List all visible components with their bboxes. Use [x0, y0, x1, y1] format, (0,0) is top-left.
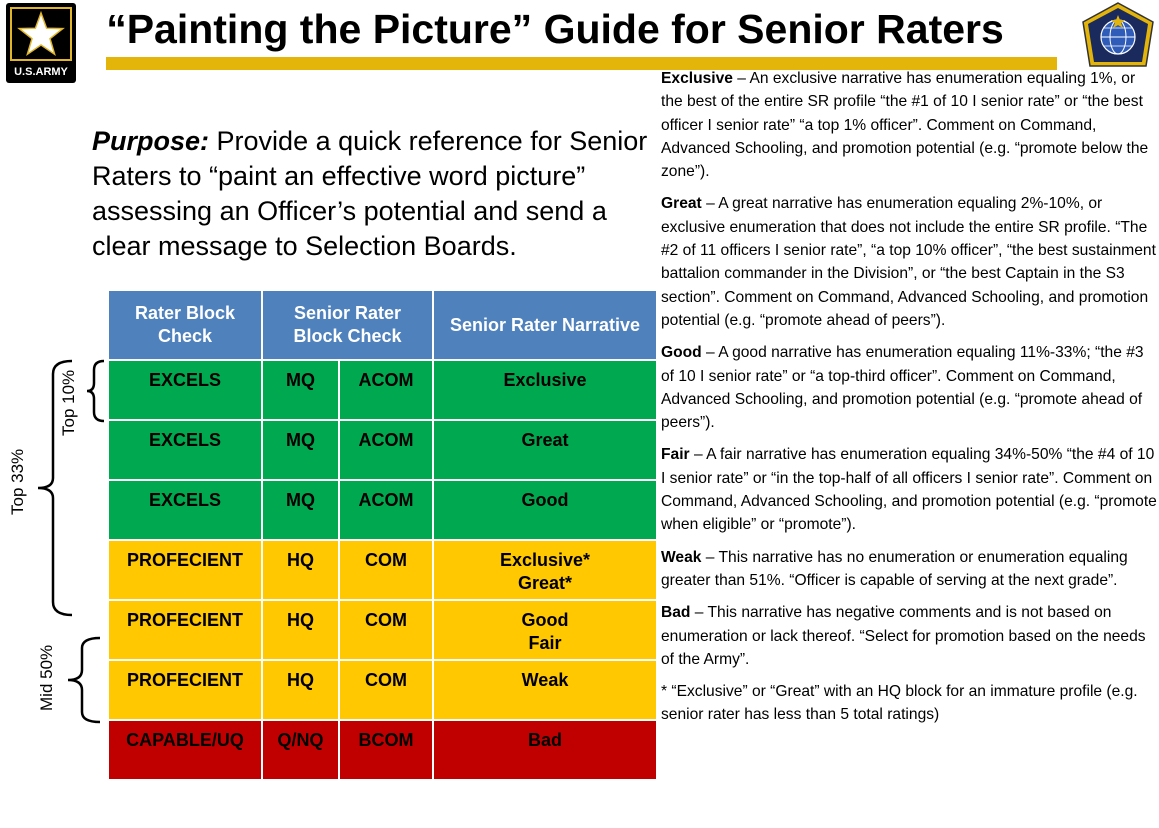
- purpose-statement: [92, 124, 662, 264]
- rater-cell: EXCELS: [108, 360, 262, 420]
- narrative-cell: Good: [433, 480, 657, 540]
- definition-weak: [661, 546, 1157, 593]
- rater-cell: EXCELS: [108, 480, 262, 540]
- sr-cell: HQ: [262, 600, 339, 660]
- sr-cell: HQ: [262, 540, 339, 600]
- definition-text: – An exclusive narrative has enumeration equaling 1%, or the best of the entire SR profile “the #1 of 10 I senior rate” or “the best officer I senior rate” “a top 1% officer”. Comment on Command, Advanced Schooling, and promotion potential (e.g. “promote below the zone”).: [661, 70, 1149, 181]
- definition-term: Exclusive: [661, 70, 733, 87]
- narrative-line: Exclusive*: [499, 550, 591, 570]
- sr-cell: BCOM: [339, 720, 433, 780]
- definition-term: Great: [661, 195, 702, 213]
- narrative-definitions: [661, 67, 1157, 736]
- definition-text: – This narrative has no enumeration or enumeration equaling greater than 51%. “Officer is capable of serving at the next grade”.: [661, 548, 1128, 589]
- definition-term: Good: [661, 344, 702, 362]
- ratings-table: [107, 289, 658, 781]
- table-row: [108, 720, 657, 780]
- sr-cell: Q/NQ: [262, 720, 339, 780]
- definition-fair: [661, 443, 1157, 536]
- narrative-cell: [433, 540, 657, 600]
- rater-cell: EXCELS: [108, 420, 262, 480]
- narrative-cell: Bad: [433, 720, 657, 780]
- sr-cell: MQ: [262, 480, 339, 540]
- sr-cell: MQ: [262, 360, 339, 420]
- table-row: [108, 360, 657, 420]
- narrative-cell: [433, 600, 657, 660]
- sr-cell: ACOM: [339, 480, 433, 540]
- command-seal-icon: [1080, 2, 1156, 72]
- sr-cell: ACOM: [339, 420, 433, 480]
- definition-bad: [661, 601, 1157, 671]
- rater-cell: PROFECIENT: [108, 660, 262, 720]
- table-row: [108, 540, 657, 600]
- definition-term: Fair: [661, 446, 690, 464]
- narrative-line: Fair: [528, 633, 562, 653]
- top10-bracket: [87, 361, 104, 421]
- sr-cell: COM: [339, 600, 433, 660]
- definition-good: [661, 341, 1157, 434]
- narrative-cell: Great: [433, 420, 657, 480]
- definition-exclusive: [661, 67, 1157, 183]
- narrative-cell: Exclusive: [433, 360, 657, 420]
- sr-cell: ACOM: [339, 360, 433, 420]
- purpose-text: Provide a quick reference for Senior Raters to “paint an effective word picture” assessing an Officer’s potential and send a clear message to Selection Boards.: [92, 126, 648, 261]
- purpose-lead: Purpose:: [92, 126, 210, 156]
- table-row: [108, 600, 657, 660]
- sr-cell: COM: [339, 660, 433, 720]
- definition-text: – This narrative has negative comments and is not based on enumeration or lack thereof. “Select for promotion based on the needs of the Army”.: [661, 604, 1146, 668]
- definition-term: Weak: [661, 548, 702, 566]
- sr-cell: COM: [339, 540, 433, 600]
- header-senior-rater-narrative: Senior Rater Narrative: [433, 290, 657, 360]
- header-senior-rater-block: Senior Rater Block Check: [262, 290, 433, 360]
- narrative-cell: Weak: [433, 660, 657, 720]
- table-row: [108, 480, 657, 540]
- mid50-label: Mid 50%: [37, 644, 56, 711]
- table-row: [108, 660, 657, 720]
- narrative-line: Great*: [517, 573, 573, 593]
- header-rater-block: Rater Block Check: [108, 290, 262, 360]
- definition-text: – A fair narrative has enumeration equaling 34%-50% “the #4 of 10 I senior rate” or “in the top-half of all officers I senior rate”. Comment on Command, Advanced Schooling, and promotion potential (e.g. “promote when eligible” or “promote”).: [661, 446, 1157, 534]
- sr-cell: HQ: [262, 660, 339, 720]
- sr-cell: MQ: [262, 420, 339, 480]
- mid50-bracket: [68, 638, 100, 722]
- rater-cell: CAPABLE/UQ: [108, 720, 262, 780]
- rater-cell: PROFECIENT: [108, 540, 262, 600]
- army-wordmark: U.S.ARMY: [14, 66, 68, 78]
- narrative-line: Good: [521, 610, 569, 630]
- page-title: “Painting the Picture” Guide for Senior Raters: [106, 6, 1004, 52]
- rater-cell: PROFECIENT: [108, 600, 262, 660]
- definition-text: – A great narrative has enumeration equaling 2%-10%, or exclusive enumeration that does not include the entire SR profile. “The #2 of 11 officers I senior rate”, “a top 10% officer”, “the best sustainment battalion commander in the Division”, or “the best Captain in the S3 section”. Comment on Command, Advanced Schooling, and promotion potential (e.g. “promote ahead of peers”).: [661, 195, 1156, 329]
- table-row: [108, 420, 657, 480]
- definition-great: [661, 192, 1157, 332]
- footnote: * “Exclusive” or “Great” with an HQ block for an immature profile (e.g. senior rater has less than 5 total ratings): [661, 683, 1138, 724]
- top10-label: Top 10%: [59, 369, 78, 436]
- top33-label: Top 33%: [8, 448, 27, 515]
- table-header-row: [108, 290, 657, 360]
- definition-text: – A good narrative has enumeration equaling 11%-33%; “the #3 of 10 I senior rate” or “a top-third officer”. Comment on Command, Advanced Schooling, and promotion potential (e.g. “promote ahead of peers”).: [661, 344, 1144, 432]
- definition-term: Bad: [661, 604, 691, 622]
